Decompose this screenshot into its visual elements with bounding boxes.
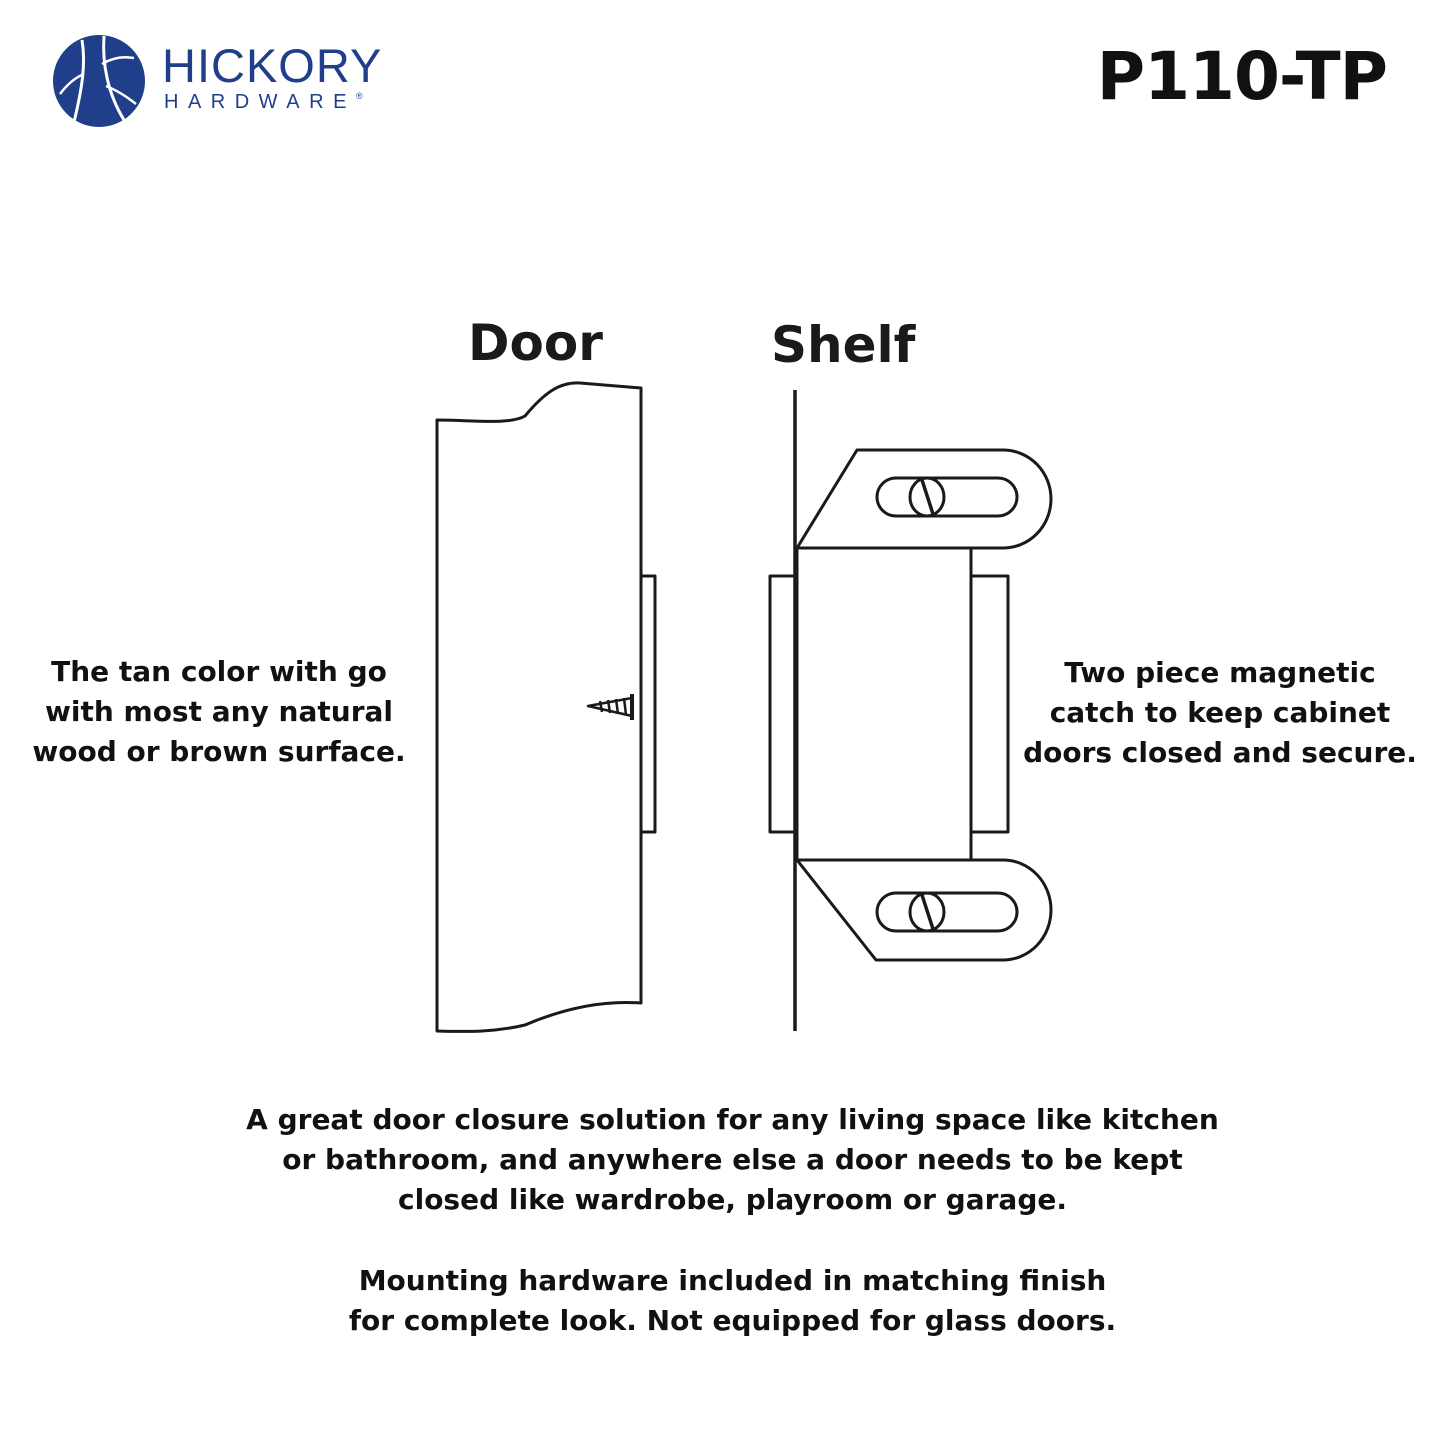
model-number: P110-TP [1096, 38, 1387, 115]
bottom-note-1: A great door closure solution for any living space like kitchen or bathroom, and anywhere else a door needs to be kept closed like wardrobe, playroom or garage. [246, 1103, 1219, 1216]
door-panel [437, 383, 641, 1032]
catch-magnet-right [971, 576, 1008, 832]
brand-subname: HARDWARE® [164, 91, 363, 113]
bottom-screw-icon [910, 893, 944, 931]
strike-plate [641, 576, 655, 832]
brand-name: HICKORY [162, 39, 383, 92]
shelf-label: Shelf [771, 316, 916, 374]
screw-icon [588, 694, 632, 720]
catch-body [797, 548, 971, 860]
bottom-mounting-tab [797, 860, 1051, 960]
door-label: Door [468, 314, 603, 372]
registered-mark: ® [355, 91, 363, 101]
top-mounting-tab [797, 450, 1051, 548]
left-note: The tan color with go with most any natural wood or brown surface. [32, 655, 406, 768]
catch-magnet-left [770, 576, 795, 832]
bottom-note-2: Mounting hardware included in matching finish for complete look. Not equipped for glass doors. [348, 1264, 1117, 1337]
right-note: Two piece magnetic catch to keep cabinet doors closed and secure. [1023, 656, 1417, 769]
top-screw-icon [910, 478, 944, 516]
